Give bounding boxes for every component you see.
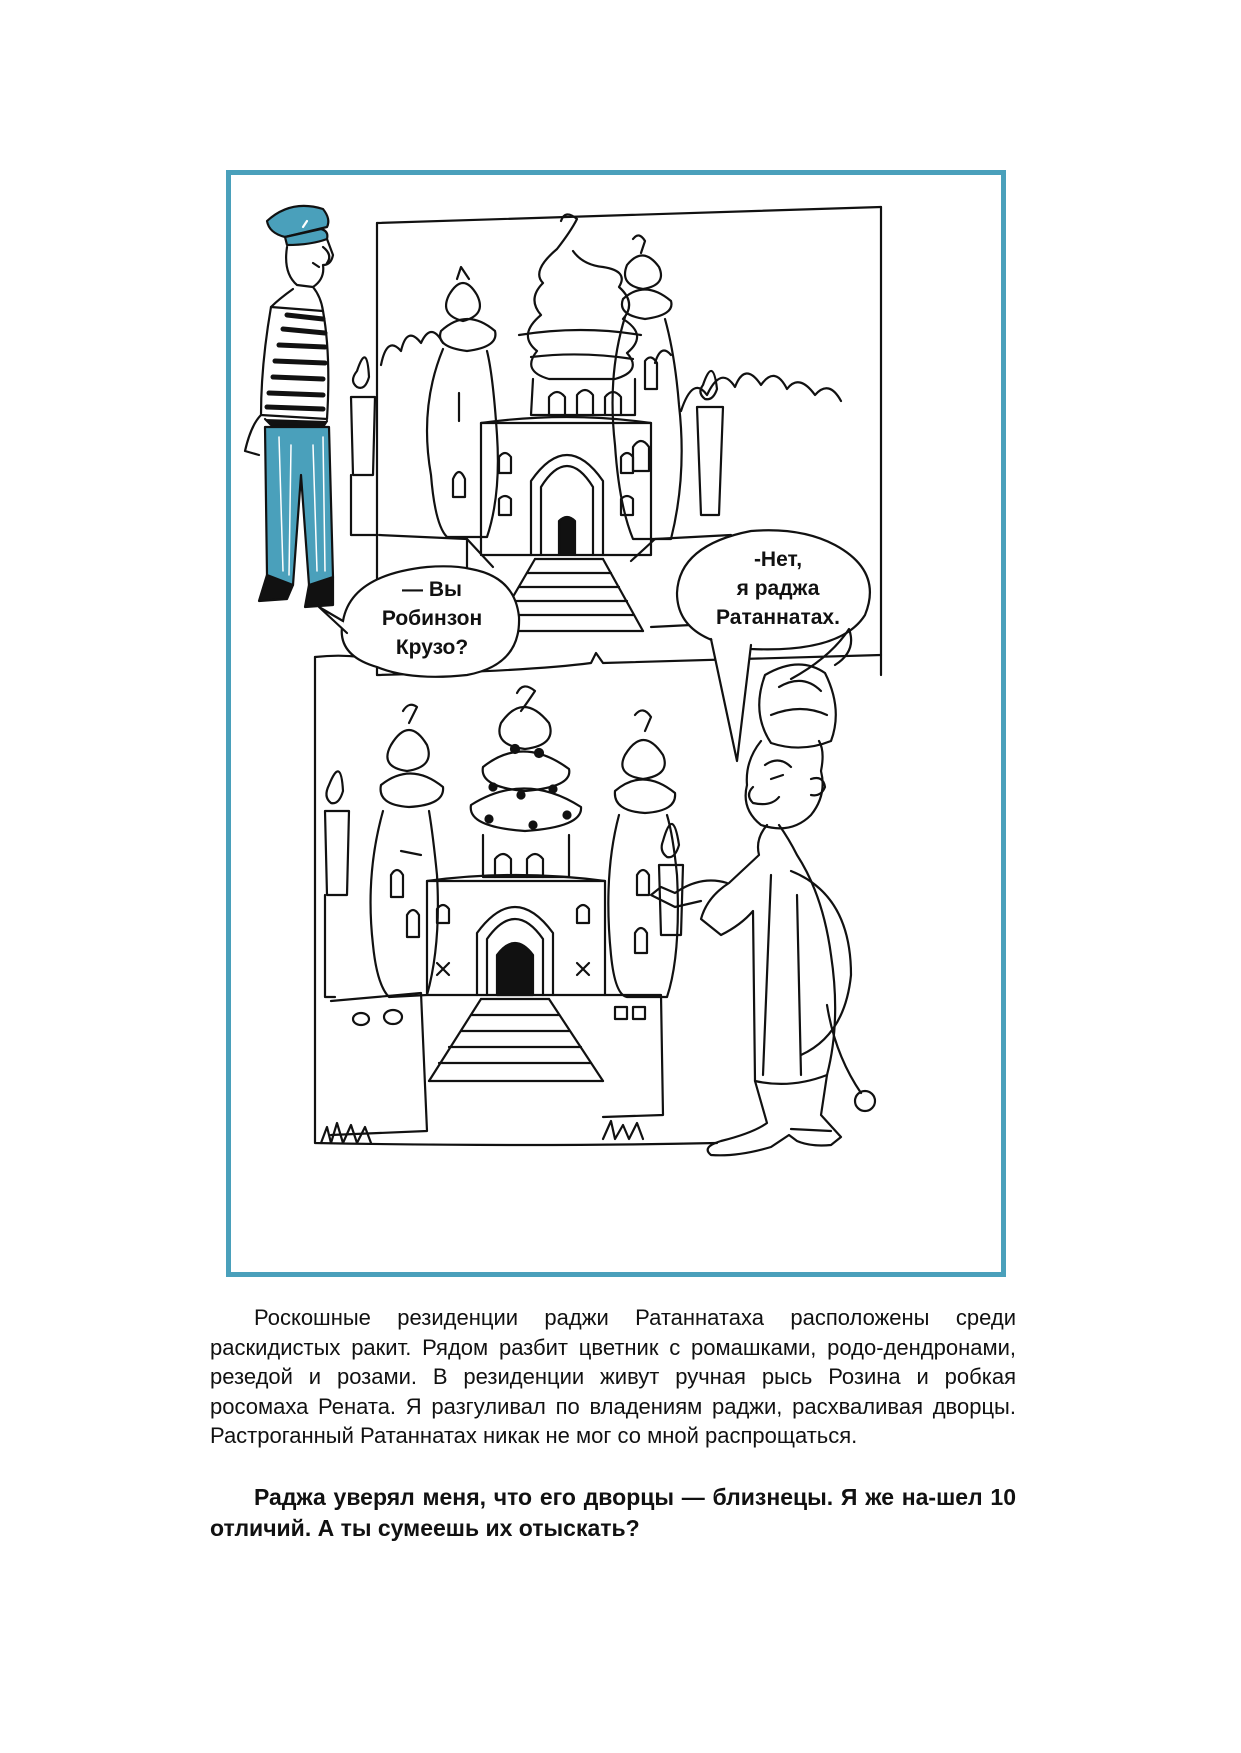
bubble-left-line: Крузо? — [395, 636, 469, 659]
bubble-left-line: Робинзон — [381, 607, 483, 630]
bubble-right-line: -Нет, — [753, 548, 803, 571]
story-text — [210, 1303, 1016, 1451]
puzzle-task — [210, 1482, 1016, 1544]
bubble-right-line: я раджа — [736, 577, 820, 600]
sailor-figure — [245, 206, 333, 607]
story-paragraph: Роскошные резиденции раджи Ратаннатаха расположены среди раскидистых ракит. Рядом разбит цветник с ромашками, родо-дендронами, резедой и розами. В резиденции живут ручная рысь Розина и робкая росомаха Рената. Я разгуливал по владениям раджи, расхваливая дворцы. Растроганный Ратаннатах никак не мог со мной распрощаться. — [210, 1305, 1016, 1448]
illustration-drawing — [231, 175, 1001, 1272]
task-text: Раджа уверял меня, что его дворцы — близнецы. Я же на-шел 10 отличий. А ты сумеешь их отыскать? — [210, 1484, 1016, 1541]
speech-bubble-left — [355, 575, 509, 662]
bubble-left-line: — Вы — [402, 578, 462, 601]
bubble-right-line: Ратаннатах. — [716, 606, 840, 629]
speech-bubble-right — [693, 545, 863, 632]
illustration-frame — [226, 170, 1006, 1277]
raja-figure — [651, 629, 875, 1155]
lower-palace — [321, 686, 683, 1143]
lower-panel — [315, 656, 831, 1145]
